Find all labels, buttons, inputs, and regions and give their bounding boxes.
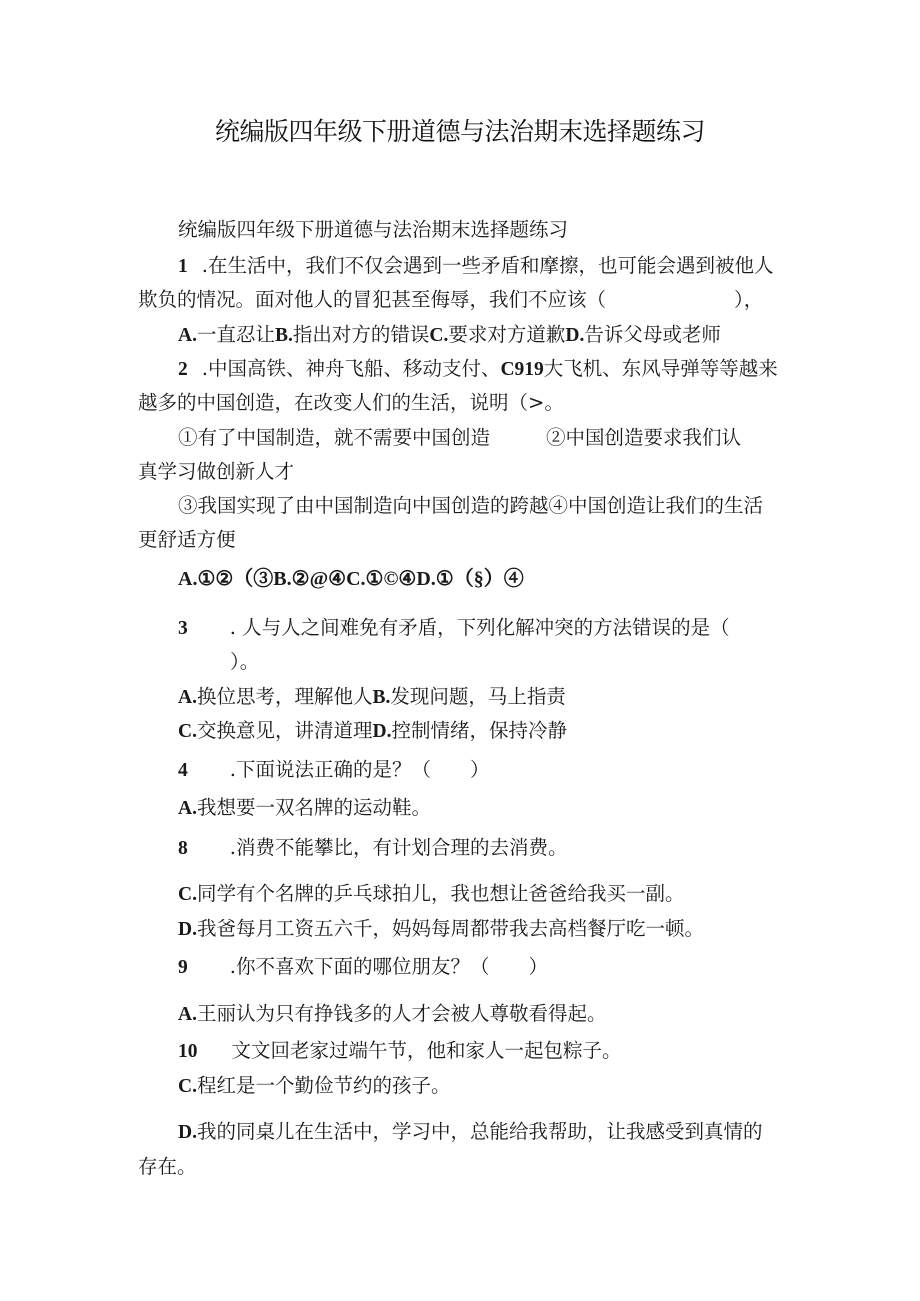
question-4-option-a — [178, 794, 431, 823]
question-text: 文文回老家过端午节，他和家人一起包粽子。 — [231, 1039, 622, 1062]
question-text: .在生活中，我们不仅会遇到一些矛盾和摩擦，也可能会遇到被他人 — [201, 254, 774, 277]
option-label: D. — [565, 325, 585, 346]
question-text: 欺负的情况。面对他人的冒犯甚至侮辱，我们不应该（ — [138, 288, 607, 311]
question-text: .中国高铁、神舟飞船、移动支付、 — [201, 357, 501, 380]
option-label: D. — [178, 919, 197, 940]
question-1-line-1 — [178, 252, 773, 281]
question-1-line-2 — [138, 286, 763, 314]
question-text: .消费不能攀比，有计划合理的去消费。 — [229, 836, 568, 859]
question-number: 9 — [178, 957, 188, 978]
question-2-statement-4-cont: 更舒适方便 — [138, 528, 236, 551]
question-text: C919 — [500, 359, 544, 380]
question-1-options — [178, 321, 721, 350]
question-number: 10 — [178, 1041, 198, 1062]
question-2-statement-2-cont: 真学习做创新人才 — [138, 460, 295, 483]
option-text: 我爸每月工资五六千，妈妈每周都带我去高档餐厅吃一顿。 — [196, 917, 704, 940]
page-title: 统编版四年级下册道德与法治期末选择题练习 — [214, 117, 705, 146]
option-text: 指出对方的错误 — [292, 323, 430, 346]
question-9-line-1 — [178, 953, 548, 982]
option-label: B. — [372, 687, 391, 708]
question-9-option-a — [178, 1000, 606, 1029]
question-text: 大飞机、东风导弹等等越来 — [543, 357, 778, 380]
question-10-option-d-cont: 存在。 — [138, 1155, 197, 1178]
question-2-line-2: 越多的中国创造，在改变人们的生活，说明（>。 — [138, 391, 564, 414]
question-3-line-1 — [178, 614, 730, 643]
option-text: 告诉父母或老师 — [584, 323, 721, 346]
option-label: C. — [178, 1076, 197, 1097]
statement-1: ①有了中国制造，就不需要中国创造 — [178, 426, 491, 449]
question-text: .你不喜欢下面的哪位朋友？（ ） — [229, 955, 548, 978]
question-2-statement-1-2 — [178, 424, 741, 452]
question-3-line-2: ）。 — [230, 650, 260, 673]
option-label: D. — [178, 1122, 197, 1143]
question-3-options-cd — [178, 717, 567, 746]
question-number: 1 — [178, 256, 188, 277]
option-text: 交换意见，讲清道理 — [196, 719, 373, 742]
question-text: .下面说法正确的是？（ ） — [229, 758, 490, 781]
question-3-options-ab — [178, 683, 566, 712]
question-number: 2 — [178, 359, 188, 380]
option-text: 同学有个名牌的乒乓球拍儿，我也想让爸爸给我买一副。 — [196, 882, 685, 905]
option-text: 控制情绪，保持冷静 — [391, 719, 567, 742]
option-text: 一直忍让 — [196, 323, 275, 346]
question-10-option-d — [178, 1118, 762, 1147]
question-8-option-c — [178, 880, 684, 909]
question-4-line-1 — [178, 756, 489, 785]
option-text: 我想要一双名牌的运动鞋。 — [196, 796, 431, 819]
document-subtitle: 统编版四年级下册道德与法治期末选择题练习 — [178, 218, 569, 241]
option-label: A. — [178, 687, 197, 708]
option-label: C. — [429, 325, 449, 346]
option-text: 我的同桌儿在生活中，学习中，总能给我帮助，让我感受到真情的 — [196, 1120, 763, 1143]
question-number: 4 — [178, 760, 188, 781]
question-number: 3 — [178, 618, 188, 639]
option-label: C. — [178, 721, 197, 742]
statement-2: ②中国创造要求我们认 — [546, 426, 742, 449]
question-2-line-1 — [178, 355, 778, 384]
question-10-line-1 — [178, 1037, 622, 1066]
question-text: . 人与人之间难免有矛盾，下列化解冲突的方法错误的是（ — [229, 616, 730, 639]
question-2-statement-3-4: ③我国实现了由中国制造向中国创造的跨越④中国创造让我们的生活 — [178, 494, 764, 517]
option-text: 王丽认为只有挣钱多的人才会被人尊敬看得起。 — [196, 1002, 607, 1025]
option-label: D. — [372, 721, 392, 742]
option-label: C. — [178, 884, 197, 905]
option-label: A. — [178, 798, 197, 819]
option-label: A. — [178, 325, 197, 346]
question-text: ）， — [734, 288, 764, 311]
question-8-line-1 — [178, 834, 567, 863]
option-text: 发现问题，马上指责 — [390, 685, 566, 708]
option-label: A. — [178, 1004, 197, 1025]
option-text: 程红是一个勤俭节约的孩子。 — [196, 1074, 451, 1097]
option-text: 要求对方道歉 — [448, 323, 566, 346]
question-2-options: A.①②（③B.②@④C.①©④D.①（§）④ — [178, 568, 524, 590]
option-text: 换位思考，理解他人 — [196, 685, 373, 708]
question-10-option-c — [178, 1072, 450, 1101]
question-8-option-d — [178, 915, 704, 944]
option-label: B. — [274, 325, 293, 346]
question-number: 8 — [178, 838, 188, 859]
